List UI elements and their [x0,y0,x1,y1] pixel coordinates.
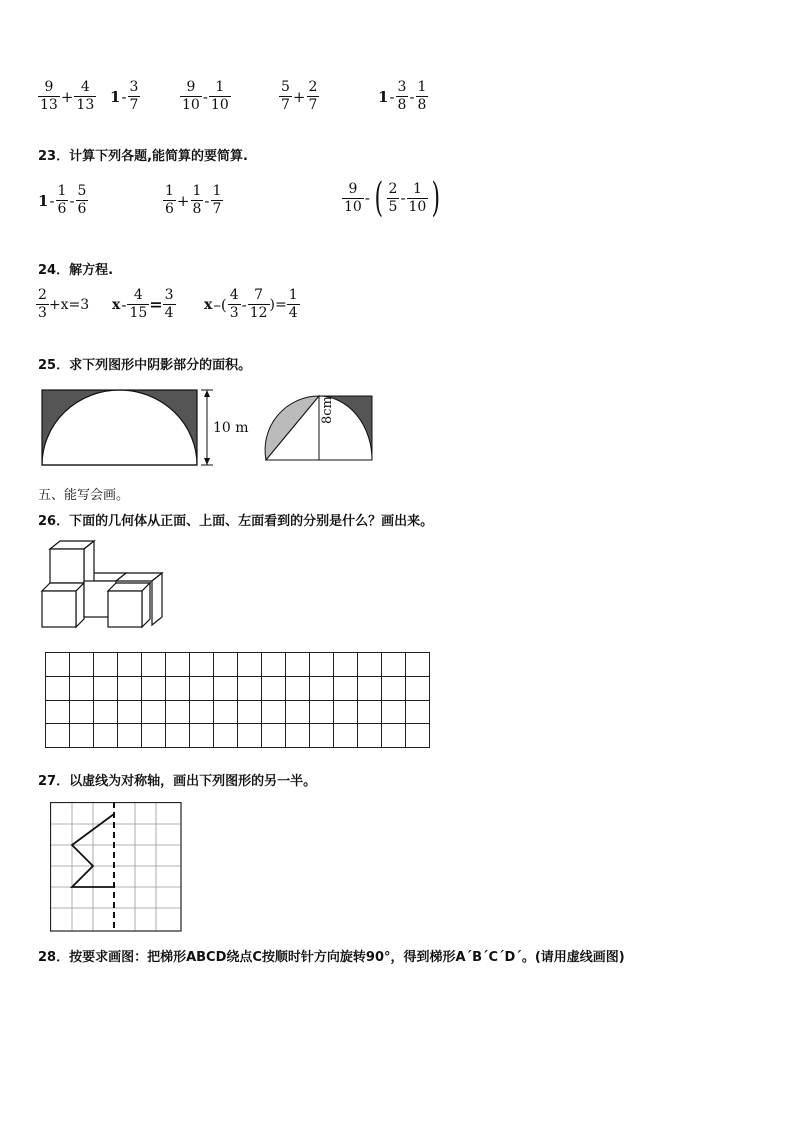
grid-cell[interactable] [70,700,94,724]
grid-cell[interactable] [190,676,214,700]
question-26-title: 26．下面的几何体从正面、上面、左面看到的分别是什么？画出来。 [38,514,434,529]
fraction: $\frac{3}{8}$ [397,79,407,113]
calc-5: 1- $\frac{3}{8}$ - $\frac{1}{8}$ [378,79,427,113]
calc-3: $\frac{9}{10}$ - $\frac{1}{10}$ [182,79,229,113]
grid-cell[interactable] [310,724,334,748]
cube-front-face [108,591,142,627]
q23-expr-3: $\frac{9}{10}$ - ( $\frac{2}{5}$ - $\frac{1}{10}$ ) [344,175,441,221]
grid-cell[interactable] [94,653,118,677]
grid-cell[interactable] [70,653,94,677]
calc-1: $\frac{9}{13}$ + $\frac{4}{13}$ [40,79,95,113]
figure-quarter-circles [262,392,376,464]
cube-front-face [50,549,84,583]
cube-front-face [42,591,76,627]
grid-row [46,724,430,748]
grid-cell[interactable] [310,653,334,677]
fraction: $\frac{2}{7}$ [308,79,318,113]
grid-cell[interactable] [190,700,214,724]
q24-equation-1: $\frac{2}{3}$ +x=3 [38,287,90,321]
grid-cell[interactable] [310,676,334,700]
arrow-up [204,390,210,397]
drawing-grid[interactable] [45,652,430,748]
grid-cell[interactable] [142,700,166,724]
grid-cell[interactable] [70,676,94,700]
grid-row [46,653,430,677]
grid-cell[interactable] [334,700,358,724]
grid-cell[interactable] [286,653,310,677]
fraction: $\frac{4}{3}$ [229,287,239,321]
fraction: $\frac{4}{15}$ [129,287,148,321]
grid-cell[interactable] [166,724,190,748]
grid-cell[interactable] [142,676,166,700]
grid-cell[interactable] [262,700,286,724]
fraction: $\frac{7}{12}$ [249,287,268,321]
fraction: $\frac{4}{13}$ [76,79,95,113]
grid-cell[interactable] [358,676,382,700]
cube-side-face [76,583,84,627]
grid-cell[interactable] [406,653,430,677]
fraction: $\frac{3}{7}$ [129,79,139,113]
fraction: $\frac{1}{7}$ [212,183,222,217]
grid-cell[interactable] [334,653,358,677]
grid-cell[interactable] [46,653,70,677]
fraction: $\frac{1}{6}$ [165,183,174,217]
q23-expr-2: $\frac{1}{6}$ + $\frac{1}{8}$ - $\frac{1}{7}$ [165,183,222,217]
grid-cell[interactable] [166,676,190,700]
grid-cell[interactable] [262,724,286,748]
grid-cell[interactable] [334,676,358,700]
grid-cell[interactable] [190,653,214,677]
question-23-title: 23．计算下列各题,能简算的要简算. [38,149,248,164]
grid-cell[interactable] [262,653,286,677]
grid-cell[interactable] [358,653,382,677]
grid-cell[interactable] [406,724,430,748]
grid-cell[interactable] [94,724,118,748]
section-5-title: 五、能写会画。 [38,488,130,503]
question-27-title: 27．以虚线为对称轴，画出下列图形的另一半。 [38,774,317,789]
q23-expr-1: 1- $\frac{1}{6}$ - $\frac{5}{6}$ [38,183,87,217]
grid-cell[interactable] [334,724,358,748]
fraction: $\frac{1}{10}$ [210,79,229,113]
grid-cell[interactable] [214,724,238,748]
q24-equation-3: x–( $\frac{4}{3}$ - $\frac{7}{12}$ )= $\frac{1}{4}$ [204,287,298,321]
grid-cell[interactable] [190,724,214,748]
grid-cell[interactable] [142,724,166,748]
grid-cell[interactable] [358,700,382,724]
fraction: $\frac{3}{4}$ [164,287,174,321]
dimension-label-10m: 10 m [213,420,249,436]
grid-cell[interactable] [214,676,238,700]
grid-cell[interactable] [166,653,190,677]
calc-4: $\frac{5}{7}$ + $\frac{2}{7}$ [281,79,318,113]
calc-2: 1- $\frac{3}{7}$ [110,79,139,113]
grid-cell[interactable] [142,653,166,677]
grid-cell[interactable] [118,724,142,748]
grid-cell[interactable] [46,724,70,748]
grid-cell[interactable] [286,724,310,748]
grid-cell[interactable] [118,676,142,700]
grid-cell[interactable] [238,700,262,724]
grid-cell[interactable] [214,700,238,724]
fraction: $\frac{5}{7}$ [281,79,290,113]
fraction: $\frac{2}{5}$ [388,180,398,215]
grid-cell[interactable] [382,724,406,748]
cube-side-face [142,583,150,627]
grid-cell[interactable] [286,676,310,700]
fraction: $\frac{1}{6}$ [57,183,67,217]
grid-cell[interactable] [406,676,430,700]
fraction: $\frac{1}{8}$ [417,79,427,113]
grid-border [51,803,182,932]
grid-cell[interactable] [262,676,286,700]
grid-cell[interactable] [382,700,406,724]
fraction: $\frac{9}{13}$ [40,79,58,113]
grid-cell[interactable] [46,676,70,700]
grid-cell[interactable] [166,700,190,724]
grid-row [46,676,430,700]
grid-cell[interactable] [214,653,238,677]
grid-cell[interactable] [382,653,406,677]
grid-cell[interactable] [118,653,142,677]
fraction: $\frac{5}{6}$ [77,183,87,217]
grid-cell[interactable] [238,724,262,748]
cube-side-face [152,573,162,625]
grid-cell[interactable] [238,653,262,677]
grid-cell[interactable] [238,676,262,700]
q24-equation-2: x- $\frac{4}{15}$ = $\frac{3}{4}$ [112,287,174,321]
grid-cell[interactable] [94,700,118,724]
grid-cell[interactable] [286,700,310,724]
grid-cell[interactable] [406,700,430,724]
grid-cell[interactable] [118,700,142,724]
cube-stack-figure [38,537,166,629]
fraction: $\frac{1}{8}$ [192,183,202,217]
grid-cell[interactable] [358,724,382,748]
grid-row [46,700,430,724]
symmetry-grid-figure[interactable] [50,802,182,932]
question-24-title: 24．解方程. [38,263,114,278]
fraction: $\frac{9}{10}$ [344,180,362,215]
fraction: $\frac{2}{3}$ [38,287,47,321]
fraction: $\frac{1}{10}$ [408,180,427,215]
grid-cell[interactable] [382,676,406,700]
question-28-title: 28．按要求画图：把梯形ABCD绕点C按顺时针方向旋转90°，得到梯形A´B´C´D´。(请用虚线画图) [38,950,625,965]
grid-cell[interactable] [70,724,94,748]
arrow-down [204,458,210,465]
question-25-title: 25．求下列图形中阴影部分的面积。 [38,358,252,373]
fraction: $\frac{1}{4}$ [288,287,298,321]
grid-cell[interactable] [94,676,118,700]
grid-cell[interactable] [46,700,70,724]
dimension-label-8cm: 8cm [320,396,335,424]
grid-cell[interactable] [310,700,334,724]
fraction: $\frac{9}{10}$ [182,79,200,113]
